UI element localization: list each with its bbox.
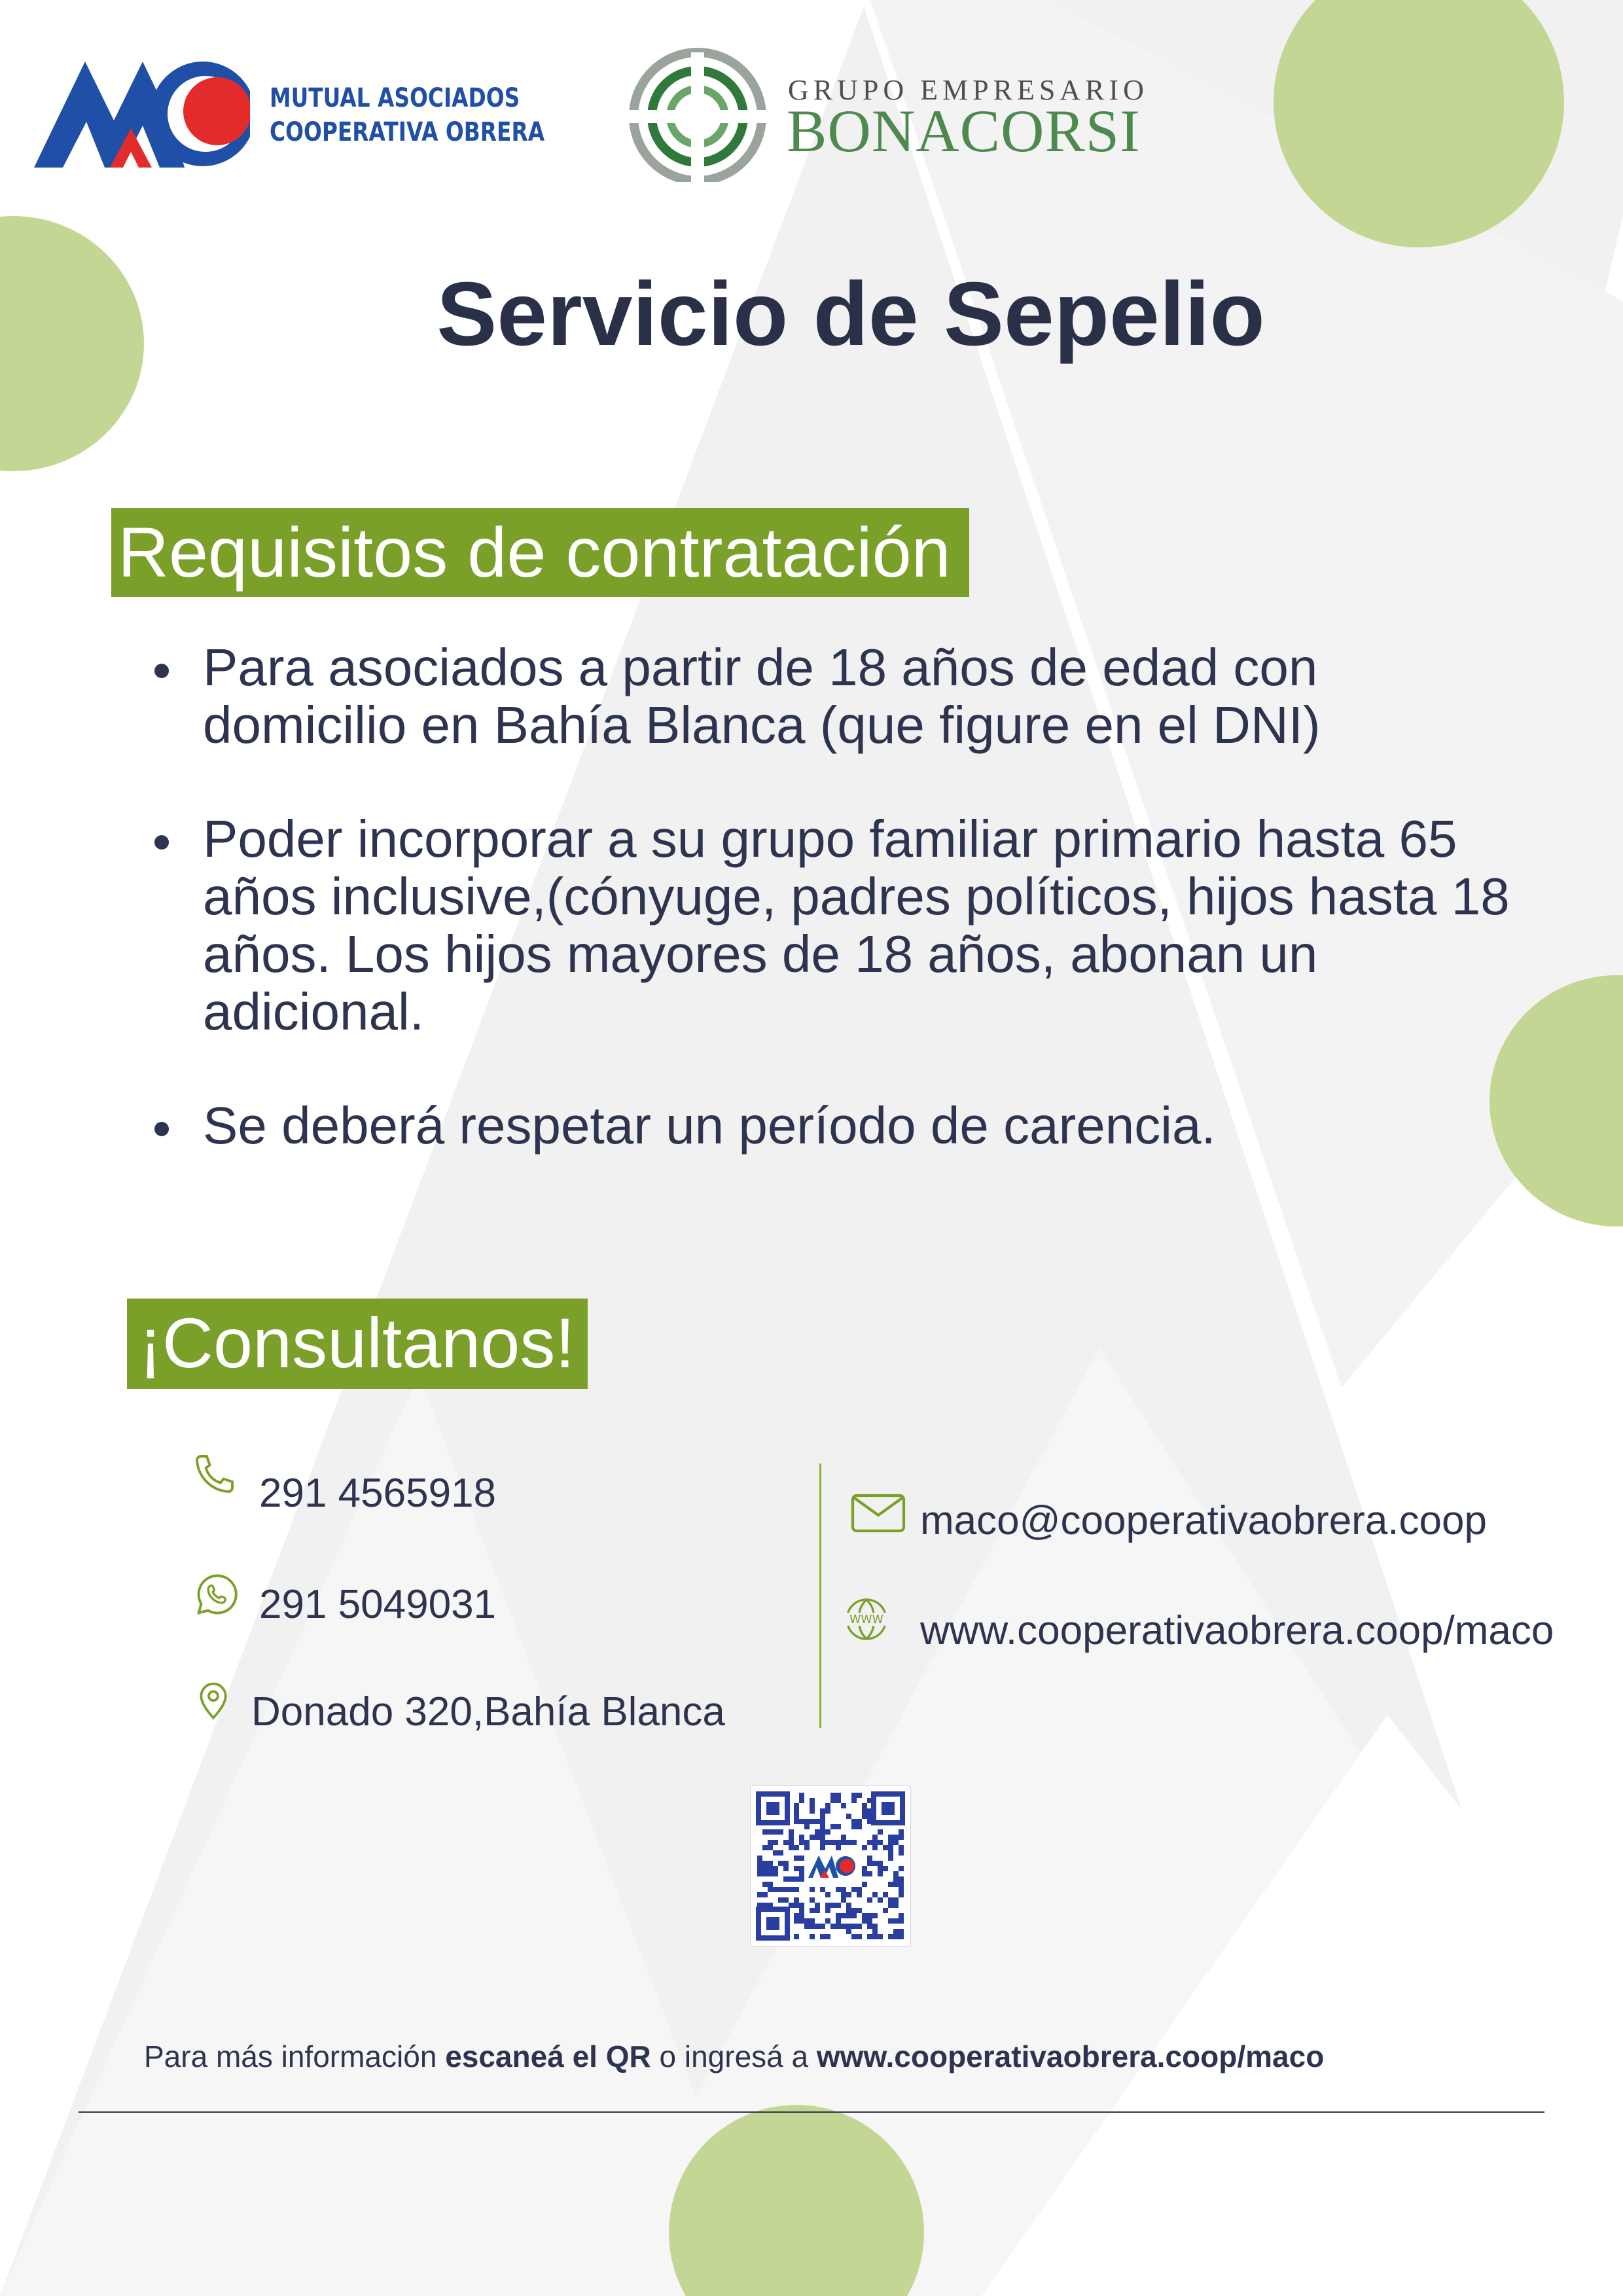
footer-scan-qr: escaneá el QR [445, 2039, 651, 2073]
requirements-heading: Requisitos de contratación [111, 508, 969, 597]
list-item: Poder incorporar a su grupo familiar primario hasta 65 años inclusive,(cónyuge, padres políticos, hijos hasta 18 años. Los hijos mayores de 18 años, abonan un adicional. [149, 810, 1512, 1041]
whatsapp-icon [194, 1571, 241, 1618]
footer-text [144, 2038, 1324, 2075]
bonacorsi-logo [620, 39, 776, 182]
maco-logo [34, 58, 250, 170]
bonacorsi-name: BONACORSI [787, 98, 1141, 164]
footer-middle: o ingresá a [651, 2039, 817, 2073]
list-item: Para asociados a partir de 18 años de edad con domicilio en Bahía Blanca (que figure en el DNI) [149, 639, 1512, 754]
contact-heading: ¡Consultanos! [127, 1299, 588, 1389]
qr-code-pattern [751, 1786, 910, 1946]
email-link[interactable]: maco@cooperativaobrera.coop [920, 1498, 1487, 1543]
location-pin-icon [192, 1679, 234, 1721]
maco-name-line1: MUTUAL ASOCIADOS [270, 83, 520, 113]
phone-number[interactable]: 291 4565918 [259, 1471, 497, 1516]
footer-prefix: Para más información [144, 2039, 446, 2073]
footer-divider [79, 2111, 1544, 2113]
footer-website-link[interactable]: www.cooperativaobrera.coop/maco [816, 2039, 1325, 2073]
bonacorsi-subtitle: GRUPO EMPRESARIO [788, 74, 1149, 106]
qr-code[interactable] [750, 1785, 911, 1946]
list-item: Se deberá respetar un período de carencia. [149, 1097, 1512, 1155]
address-text: Donado 320,Bahía Blanca [251, 1689, 725, 1734]
svg-text:WWW: WWW [849, 1613, 883, 1626]
maco-name [270, 81, 544, 149]
contact-divider [819, 1463, 821, 1728]
requirements-list [149, 639, 1537, 1211]
email-icon [851, 1494, 906, 1533]
website-link[interactable]: www.cooperativaobrera.coop/maco [920, 1608, 1554, 1653]
whatsapp-number[interactable]: 291 5049031 [259, 1582, 497, 1627]
globe-www-icon [840, 1593, 893, 1645]
page-title: Servicio de Sepelio [437, 264, 1265, 365]
maco-name-line2: COOPERATIVA OBRERA [270, 117, 545, 147]
phone-icon [191, 1450, 238, 1498]
